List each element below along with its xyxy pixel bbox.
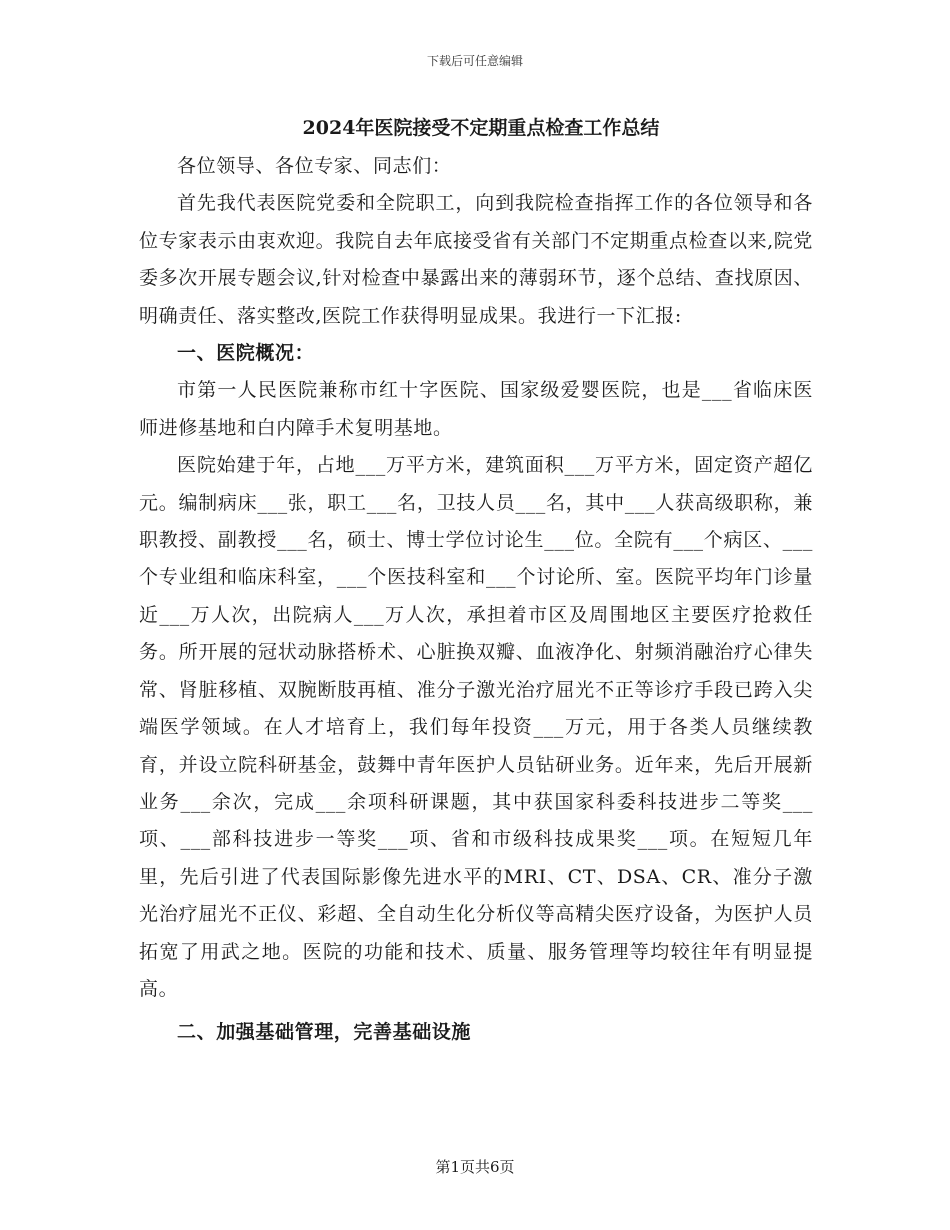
greeting-paragraph: 各位领导、各位专家、同志们： — [177, 155, 452, 177]
document-body — [139, 108, 813, 1052]
overview-paragraph-2: 医院始建于年，占地___万平方米，建筑面积___万平方米，固定资产超亿元。编制病床___张，职工___名，卫技人员___名，其中___人获高级职称，兼职教授、副教授___名，硕士、博士学位讨论生___位。全院有___个病区、___个专业组和临床科室，___个医技科室和___个讨论所、室。医院平均年门诊量近___万人次，出院病人___万人次，承担着市区及周围地区主要医疗抢救任务。所开展的冠状动脉搭桥术、心脏换双瓣、血液净化、射频消融治疗心律失常、肾脏移植、双腕断肢再植、准分子激光治疗屈光不正等诊疗手段已跨入尖端医学领域。在人才培育上，我们每年投资___万元，用于各类人员继续教育，并设立院科研基金，鼓舞中青年医护人员钻研业务。近年来，先后开展新业务___余次，完成___余项科研课题，其中获国家科委科技进步二等奖___项、___部科技进步一等奖___项、省和市级科技成果奖___项。在短短几年里，先后引进了代表国际影像先进水平的MRI、CT、DSA、CR、准分子激光治疗屈光不正仪、彩超、全自动生化分析仪等高精尖医疗设备，为医护人员拓宽了用武之地。医院的功能和技术、质量、服务管理等均较往年有明显提高。 — [139, 454, 813, 1000]
page-header-note: 下载后可任意编辑 — [426, 54, 523, 68]
section-heading-management: 二、加强基础管理，完善基础设施 — [177, 1021, 472, 1044]
page-number: 第1页共6页 — [435, 1158, 515, 1176]
overview-paragraph-1: 市第一人民医院兼称市红十字医院、国家级爱婴医院，也是___省临床医师进修基地和白内障手术复明基地。 — [139, 379, 813, 439]
section-heading-overview: 一、医院概况： — [177, 342, 315, 365]
intro-paragraph: 首先我代表医院党委和全院职工，向到我院检查指挥工作的各位领导和各位专家表示由衷欢迎。我院自去年底接受省有关部门不定期重点检查以来,院党委多次开展专题会议,针对检查中暴露出来的薄弱环节，逐个总结、查找原因、明确责任、落实整改,医院工作获得明显成果。我进行一下汇报: — [139, 192, 813, 327]
document-title: 2024年医院接受不定期重点检查工作总结 — [302, 117, 660, 139]
